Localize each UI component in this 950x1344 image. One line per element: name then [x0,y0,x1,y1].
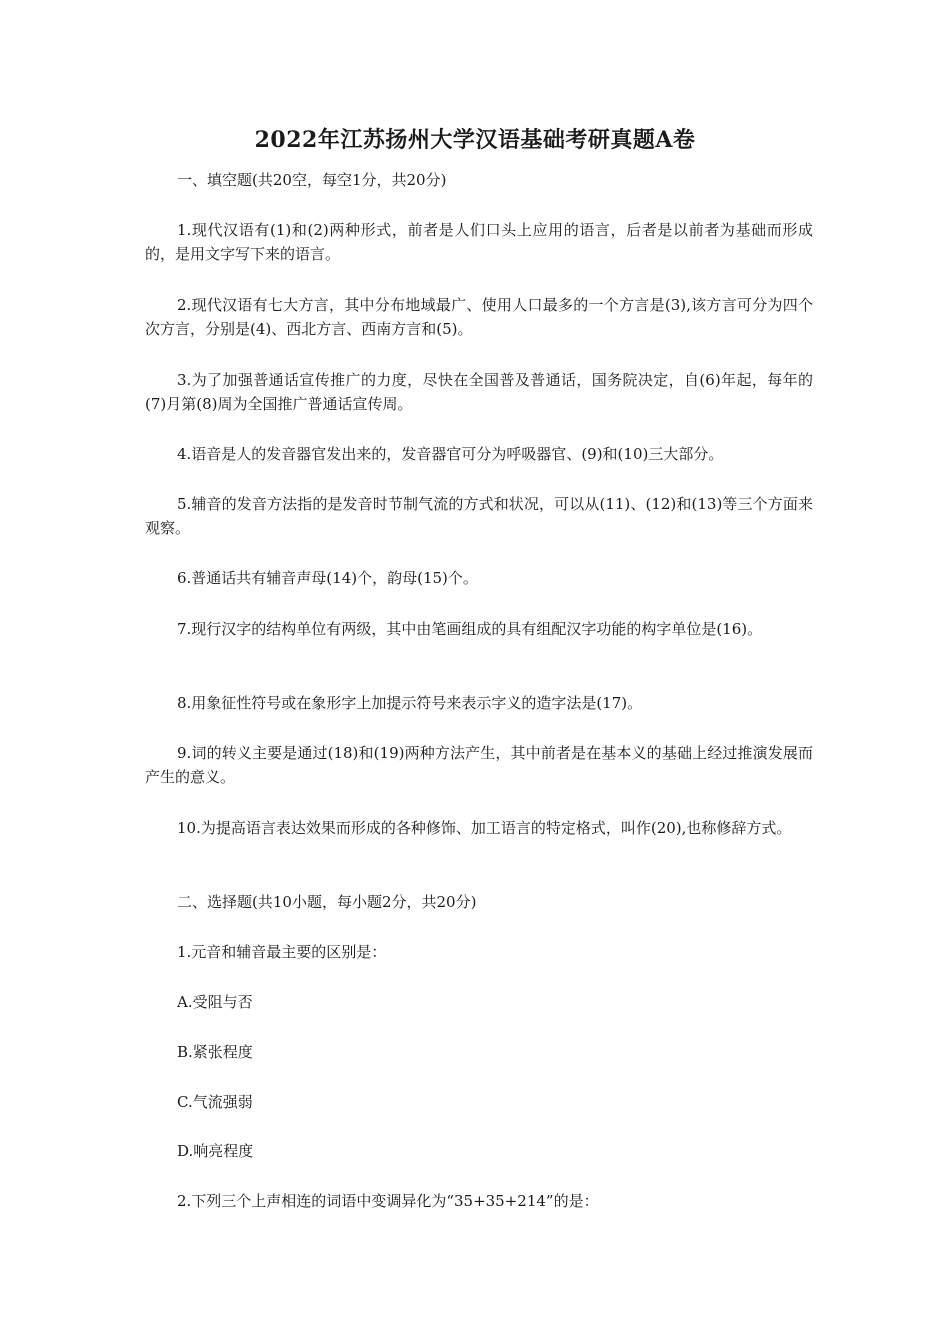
question-9: 9.词的转义主要是通过(18)和(19)两种方法产生，其中前者是在基本义的基础上经过推演发展而产生的意义。 [145,744,813,786]
mc1-option-a: A.受阻与否 [177,993,253,1011]
mc-question-2: 2.下列三个上声相连的词语中变调异化为“35+35+214”的是： [177,1192,599,1210]
question-5: 5.辅音的发音方法指的是发音时节制气流的方式和状况，可以从(11)、(12)和(13)等三个方面来观察。 [145,495,813,537]
section-heading-multiple-choice: 二、选择题(共10小题，每小题2分，共20分) [177,893,477,911]
question-4: 4.语音是人的发音器官发出来的，发音器官可分为呼吸器官、(9)和(10)三大部分。 [177,445,724,463]
question-1: 1.现代汉语有(1)和(2)两种形式，前者是人们口头上应用的语言，后者是以前者为基础而形成的，是用文字写下来的语言。 [145,221,813,263]
mc1-option-d: D.响亮程度 [177,1142,254,1160]
mc1-option-b: B.紧张程度 [177,1043,253,1061]
question-6: 6.普通话共有辅音声母(14)个，韵母(15)个。 [177,569,478,587]
question-8: 8.用象征性符号或在象形字上加提示符号来表示字义的造字法是(17)。 [177,694,643,712]
section-heading-fill-in: 一、填空题(共20空，每空1分，共20分) [177,171,447,189]
question-2: 2.现代汉语有七大方言，其中分布地域最广、使用人口最多的一个方言是(3),该方言可分为四个次方言，分别是(4)、西北方言、西南方言和(5)。 [145,296,813,338]
mc1-option-c: C.气流强弱 [177,1093,253,1111]
question-3: 3.为了加强普通话宣传推广的力度，尽快在全国普及普通话，国务院决定，自(6)年起，每年的(7)月第(8)周为全国推广普通话宣传周。 [145,371,813,413]
question-10: 10.为提高语言表达效果而形成的各种修饰、加工语言的特定格式，叫作(20),也称修辞方式。 [177,819,792,837]
question-7: 7.现行汉字的结构单位有两级，其中由笔画组成的具有组配汉字功能的构字单位是(16)。 [177,620,763,638]
mc-question-1: 1.元音和辅音最主要的区别是： [177,943,387,961]
document-title: 2022年江苏扬州大学汉语基础考研真题A卷 [254,127,696,153]
